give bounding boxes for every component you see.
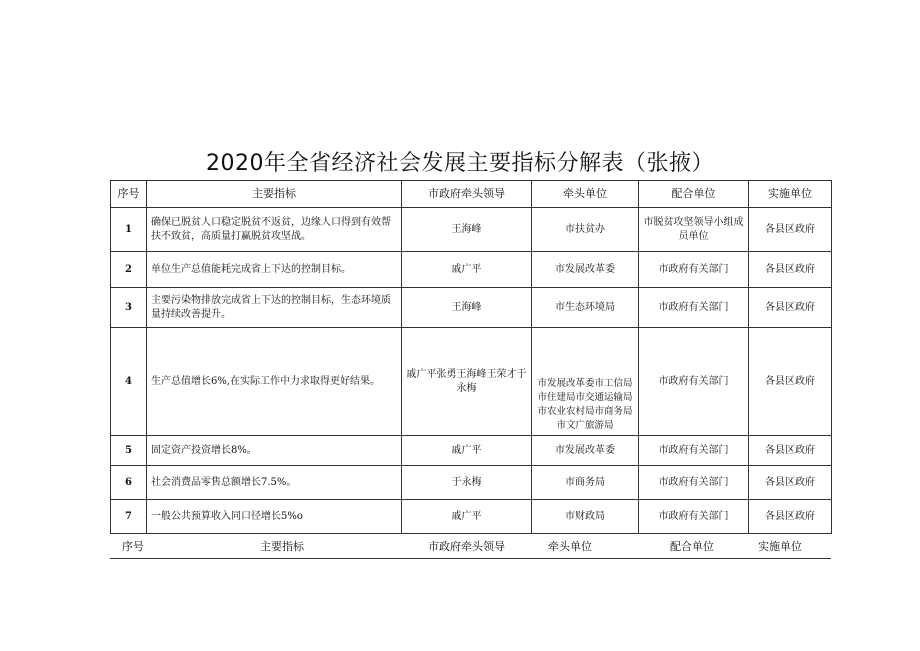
- footer-header-impl-unit: 实施单位: [758, 540, 802, 553]
- row-coop-unit: 市政府有关部门: [639, 500, 749, 534]
- row-lead-unit: 市生态环境局: [532, 288, 639, 328]
- row-idx: 6: [111, 466, 147, 500]
- table-header-row: [111, 181, 832, 208]
- row-leader: 于永梅: [402, 466, 532, 500]
- row-coop-unit: 市政府有关部门: [639, 288, 749, 328]
- row-leader: 戚广平: [402, 436, 532, 466]
- row-impl-unit: 各县区政府: [749, 436, 832, 466]
- header-coop-unit: 配合单位: [639, 181, 749, 208]
- row-coop-unit: 市政府有关部门: [639, 252, 749, 288]
- row-leader: 戚广平: [402, 252, 532, 288]
- table-row: [111, 288, 832, 328]
- row-impl-unit: 各县区政府: [749, 500, 832, 534]
- row-impl-unit: 各县区政府: [749, 328, 832, 436]
- row-leader: 王海峰: [402, 208, 532, 252]
- header-idx: 序号: [111, 181, 147, 208]
- table-row: [111, 208, 832, 252]
- row-idx: 4: [111, 328, 147, 436]
- table-row: [111, 500, 832, 534]
- page-title: 2020年全省经济社会发展主要指标分解表（张掖）: [206, 151, 714, 176]
- row-impl-unit: 各县区政府: [749, 288, 832, 328]
- header-lead-unit: 牵头单位: [532, 181, 639, 208]
- row-lead-unit: 市扶贫办: [532, 208, 639, 252]
- table-row: [111, 328, 832, 436]
- row-indicator: 社会消费品零售总额增长7.5%。: [147, 466, 402, 500]
- row-lead-unit: 市发展改革委: [532, 252, 639, 288]
- row-lead-unit: 市商务局: [532, 466, 639, 500]
- row-leader: 戚广平张勇王海峰王荣才于永梅: [402, 328, 532, 436]
- table-row: [111, 466, 832, 500]
- row-indicator: 一般公共预算收入同口径增长5%o: [147, 500, 402, 534]
- row-idx: 5: [111, 436, 147, 466]
- row-lead-unit: 市财政局: [532, 500, 639, 534]
- row-coop-unit: 市政府有关部门: [639, 328, 749, 436]
- row-indicator: 固定资产投资增长8%。: [147, 436, 402, 466]
- row-idx: 3: [111, 288, 147, 328]
- row-indicator: 生产总值增长6%,在实际工作中力求取得更好结果。: [147, 328, 402, 436]
- row-idx: 1: [111, 208, 147, 252]
- footer-header-idx: 序号: [122, 540, 144, 553]
- row-idx: 2: [111, 252, 147, 288]
- row-coop-unit: 市政府有关部门: [639, 466, 749, 500]
- row-impl-unit: 各县区政府: [749, 252, 832, 288]
- row-indicator: 单位生产总值能耗完成省上下达的控制目标。: [147, 252, 402, 288]
- row-indicator: 确保已脱贫人口稳定脱贫不返贫，边缘人口得到有效帮扶不致贫，高质量打赢脱贫攻坚战。: [147, 208, 402, 252]
- header-indicator: 主要指标: [147, 181, 402, 208]
- repeated-header-row: [110, 532, 831, 559]
- footer-header-lead-unit: 牵头单位: [548, 540, 592, 553]
- row-lead-unit: 市发展改革委: [532, 436, 639, 466]
- row-leader: 王海峰: [402, 288, 532, 328]
- row-coop-unit: 市政府有关部门: [639, 436, 749, 466]
- row-indicator: 主要污染物排放完成省上下达的控制目标，生态环境质量持续改善提升。: [147, 288, 402, 328]
- row-idx: 7: [111, 500, 147, 534]
- header-impl-unit: 实施单位: [749, 181, 832, 208]
- row-leader: 戚广平: [402, 500, 532, 534]
- row-lead-unit: 市发展改革委市工信局市住建局市交通运输局市农业农村局市商务局市文广旅游局: [532, 328, 639, 436]
- header-leader: 市政府牵头领导: [402, 181, 532, 208]
- row-impl-unit: 各县区政府: [749, 466, 832, 500]
- indicator-table: [110, 180, 832, 534]
- table-row: [111, 436, 832, 466]
- table-row: [111, 252, 832, 288]
- footer-header-indicator: 主要指标: [260, 540, 304, 553]
- row-coop-unit: 市脱贫攻坚领导小组成员单位: [639, 208, 749, 252]
- footer-header-coop-unit: 配合单位: [670, 540, 714, 553]
- footer-header-leader: 市政府牵头领导: [428, 540, 505, 553]
- row-impl-unit: 各县区政府: [749, 208, 832, 252]
